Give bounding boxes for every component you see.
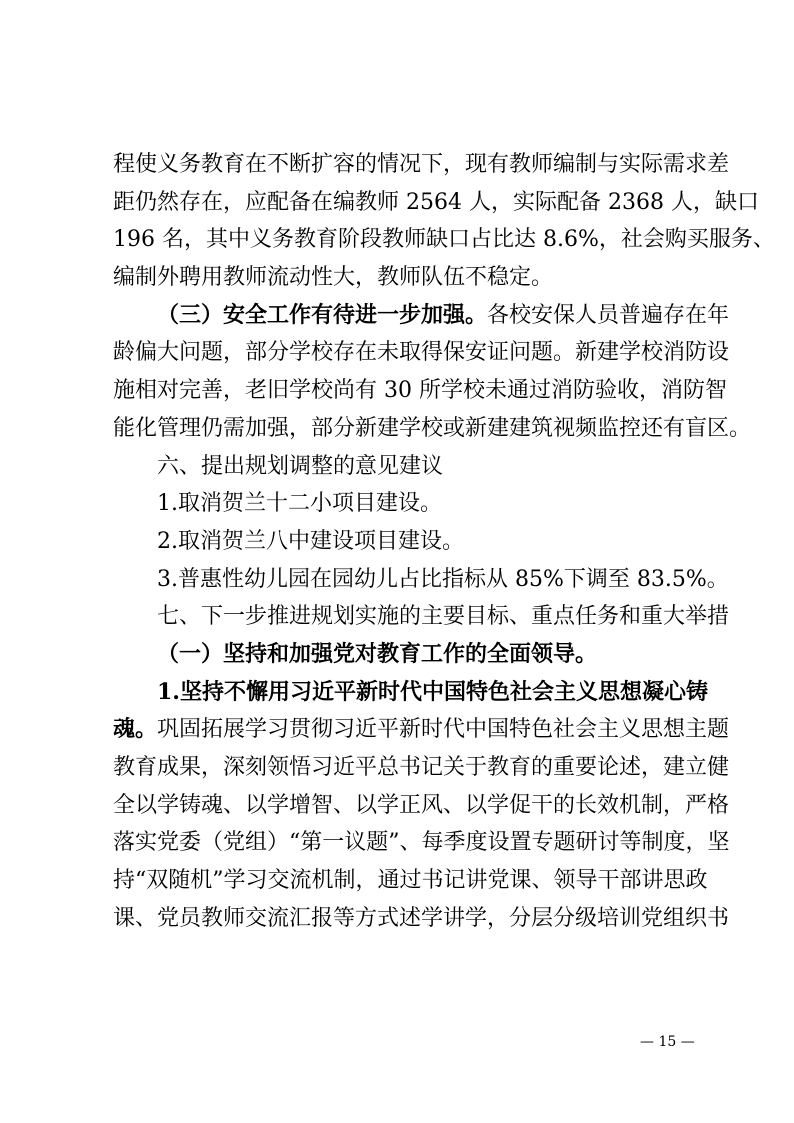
list-item: 3.普惠性幼儿园在园幼儿占比指标从 85%下调至 83.5%。 — [157, 566, 729, 592]
text-line: 持“双随机”学习交流机制，通过书记讲党课、领导干部讲思政 — [113, 868, 708, 894]
text-line: 距仍然存在，应配备在编教师 2564 人，实际配备 2368 人，缺口 — [113, 189, 759, 215]
text-line: 课、党员教师交流汇报等方式述学讲学，分层分级培训党组织书 — [113, 905, 730, 931]
list-item: 1.取消贺兰十二小项目建设。 — [157, 491, 442, 517]
bold-lead-line: 1.坚持不懈用习近平新时代中国特色社会主义思想凝心铸 — [157, 678, 708, 705]
page-number: — 15 — — [640, 1034, 695, 1050]
bold-lead-text: 魂。 — [113, 716, 158, 743]
text-run: 巩固拓展学习贯彻习近平新时代中国特色社会主义思想主题 — [157, 717, 730, 743]
text-line: 全以学铸魂、以学增智、以学正风、以学促干的长效机制，严格 — [113, 792, 730, 818]
text-line: 196 名，其中义务教育阶段教师缺口占比达 8.6%，社会购买服务、 — [113, 227, 775, 253]
text-run: 各校安保人员普遍存在年 — [487, 302, 730, 328]
text-line: 龄偏大问题，部分学校存在未取得保安证问题。新建学校消防设 — [113, 340, 730, 366]
text-line: 编制外聘用教师流动性大，教师队伍不稳定。 — [113, 265, 554, 291]
text-line: 教育成果，深刻领悟习近平总书记关于教育的重要论述，建立健 — [113, 755, 730, 780]
list-item: 2.取消贺兰八中建设项目建设。 — [157, 528, 464, 554]
section-heading: 六、提出规划调整的意见建议 — [157, 453, 444, 479]
text-line: 落实党委（党组）“第一议题”、每季度设置专题研讨等制度，坚 — [113, 830, 730, 856]
sub-heading: （一）坚持和加强党对教育工作的全面领导。 — [157, 641, 598, 667]
paragraph-first-line — [113, 297, 730, 335]
document-body — [113, 146, 775, 937]
section-heading: 七、下一步推进规划实施的主要目标、重点任务和重大举措 — [157, 604, 730, 630]
text-line: 程使义务教育在不断扩容的情况下，现有教师编制与实际需求差 — [113, 152, 730, 177]
paragraph-line — [113, 711, 730, 749]
text-line: 能化管理仍需加强，部分新建学校或新建建筑视频监控还有盲区。 — [113, 415, 752, 441]
text-line: 施相对完善，老旧学校尚有 30 所学校未通过消防验收，消防智 — [113, 378, 727, 404]
bold-lead-text: （三）安全工作有待进一步加强。 — [157, 301, 488, 328]
